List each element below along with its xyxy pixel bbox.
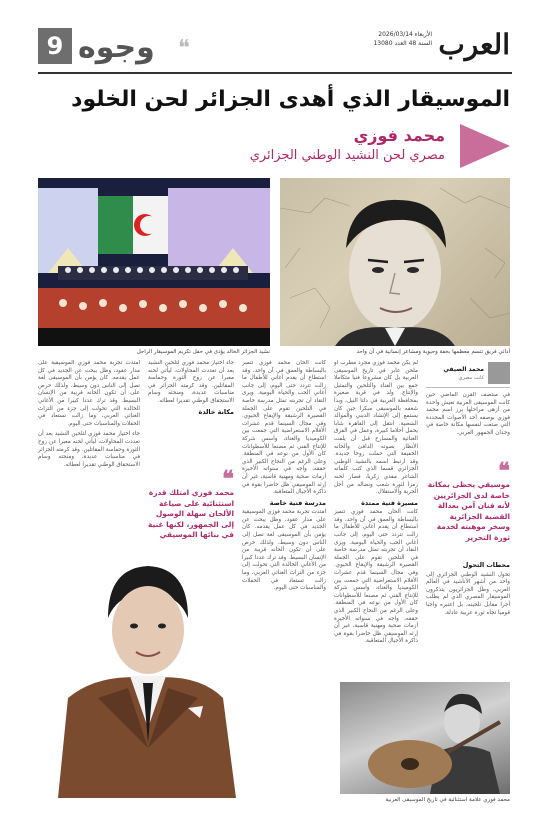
text-column-5 [38, 360, 140, 540]
body-paragraph: لم يكن محمد فوزي مجرد مطرب أو ملحن عابر في تاريخ الموسيقى العربية بل كان مشروعا فنيا متكاملا جمع بين الغناء والتلحين والتمثيل والإنتاج. ولد في قرية صغيرة بمحافظة الغربية في دلتا النيل، وبدأ شغفه بالموسيقى مبكرا حين كان يستمع إلى الإنشاد الديني والموالد الشعبية. انتقل إلى القاهرة شابا يحمل أحلاما كبيرة، وعمل في الفرق الغنائية والمسارح قبل أن يلفت الأنظار بصوته الدافئ وألحانه الخفيفة التي حملت روحا جديدة. وقد ارتبط اسمه بالنشيد الوطني الجزائري قسما الذي كتب كلماته الشاعر مفدي زكريا، فصار لحنه رمزا لثورة شعب ونضاله من أجل الحرية والاستقلال. [334, 360, 418, 496]
text-column-4 [148, 360, 234, 468]
pullquote-text: موسيقي يحظى بمكانة خاصة لدى الجزائريين لأنه فنان آمن بعدالة القضية الجزائرية وسخر موهبته لخدمة ثورة التحرير [427, 480, 510, 542]
quote-icon: ❝ [498, 458, 510, 484]
text-column-3 [242, 360, 326, 790]
page-number: 9 [38, 28, 72, 64]
portrait-caption: أدائي فريق تتسم معظمها بخفة وحيوية ومشاعر إنسانية في آن واحد [356, 349, 510, 355]
body-paragraph: كانت ألحان محمد فوزي تتميز بالبساطة والعمق في آن واحد، وقد استطاع أن يقدم أغاني للأطفال ما زالت تتردد حتى اليوم، إلى جانب أغاني الحب والحياة اليومية. ويرى النقاد أن تجربته تمثل مدرسة خاصة في التلحين تقوم على الجملة القصيرة الرشيقة والإيقاع الحيوي. وفي مجال السينما قدم عشرات الأفلام الاستعراضية التي جمعت بين الكوميديا والغناء، وأسس شركة للإنتاج الفني ثم مصنعا للأسطوانات كان الأول من نوعه في المنطقة. وعلى الرغم من النجاح الكبير الذي حققه، واجه في سنواته الأخيرة أزمات صحية ومهنية قاسية، غير أن إرثه الموسيقي ظل حاضرا بقوة في ذاكرة الأجيال المتعاقبة. [242, 360, 326, 496]
article-subtitle: مصري لحن النشيد الوطني الجزائري [249, 148, 445, 163]
chevron-left-icon [460, 124, 510, 168]
oud-caption: محمد فوزي علامة استثنائية في تاريخ الموسيقى العربية [385, 797, 510, 803]
text-column-1b [426, 560, 510, 678]
issue-number: السنة 48 العدد 13080 [373, 40, 432, 47]
author-box [426, 360, 510, 388]
body-paragraph: جاء اختيار محمد فوزي لتلحين النشيد بعد أن تعددت المحاولات، ليأتي لحنه معبرا عن روح الثورة وحماسة المقاتلين. وقد كرمته الجزائر في مناسبات عديدة، ومنحته وسام الاستحقاق الوطني تقديرا لعطائه. [38, 431, 140, 468]
issue-date: الأربعاء 2026/03/14 [378, 31, 432, 38]
article-headline: الموسيقار الذي أهدى الجزائر لحن الخلود [71, 87, 510, 112]
author-role: كاتب مصري [458, 375, 484, 381]
pullquote-1 [426, 458, 510, 543]
newspaper-logo: العرب [438, 28, 510, 61]
orchestra-caption: نشيد الجزائر الخالد يؤدى في حفل تكريم الموسيقار الراحل [136, 349, 270, 355]
subheading: مسيرة فنية ممتدة [361, 498, 418, 507]
section-title: وجوه [78, 30, 155, 65]
oud-illustration [340, 682, 510, 794]
text-column-1 [426, 392, 510, 460]
subheading: مكانة خالدة [198, 407, 234, 416]
pullquote-2 [148, 466, 234, 541]
body-paragraph: جاء اختيار محمد فوزي لتلحين النشيد بعد أن تعددت المحاولات، ليأتي لحنه معبرا عن روح الثورة وحماسة المقاتلين. وقد كرمته الجزائر في مناسبات عديدة، ومنحته وسام الاستحقاق الوطني تقديرا لعطائه. [148, 360, 234, 404]
body-paragraph: تحول النشيد الوطني الجزائري إلى واحد من أشهر الأناشيد في العالم العربي، وظل الجزائريون يتذكرون الموسيقار المصري الذي لم يطلب أجرا مقابل تلحينه، بل اعتبره واجبا قوميا تجاه ثورة عربية عادلة. [426, 571, 510, 616]
author-name: محمد الصيفي [443, 366, 484, 373]
body-paragraph: امتدت تجربة محمد فوزي الموسيقية على مدار عقود، وظل يبحث عن الجديد في كل عمل يقدمه. كان يؤمن بأن الموسيقى لغة تصل إلى الناس دون وسيط، ولذلك حرص على أن تكون ألحانه قريبة من الإنسان البسيط. وقد ترك عددا كبيرا من الأغاني الخالدة التي تحولت إلى جزء من التراث الغنائي العربي، وما زالت تستعاد في الحفلات والمناسبات حتى اليوم. [242, 509, 326, 592]
suit-portrait-illustration [38, 548, 236, 798]
suit-portrait-photo [38, 548, 236, 798]
masthead-divider [38, 72, 512, 74]
portrait-illustration [280, 178, 510, 346]
orchestra-photo [38, 178, 270, 346]
body-paragraph: في منتصف القرن الماضي حين كانت الموسيقى العربية تعيش واحدة من أزهى مراحلها برز اسم محمد فوزي بوصفه أحد الأصوات المجددة التي صنعت لنفسها مكانة خاصة في وجدان الجمهور العربي. [426, 392, 510, 436]
orchestra-illustration [38, 178, 270, 346]
oud-player-photo [340, 682, 510, 794]
masthead [0, 0, 550, 78]
author-avatar [488, 362, 510, 384]
body-paragraph: امتدت تجربة محمد فوزي الموسيقية على مدار عقود، وظل يبحث عن الجديد في كل عمل يقدمه. كان يؤمن بأن الموسيقى لغة تصل إلى الناس دون وسيط، ولذلك حرص على أن تكون ألحانه قريبة من الإنسان البسيط. وقد ترك عددا كبيرا من الأغاني الخالدة التي تحولت إلى جزء من التراث الغنائي العربي، وما زالت تستعاد في الحفلات والمناسبات حتى اليوم. [38, 360, 140, 427]
pullquote-text: محمد فوزي امتلك قدرة استثنائية على صياغة الألحان سهلة الوصول إلى الجمهور، لكنها غنية في بنائها الموسيقي [148, 488, 234, 539]
quote-icon: ❝ [178, 36, 190, 61]
subheading: محطات التحول [462, 561, 510, 569]
portrait-photo [280, 178, 510, 346]
issue-info [373, 30, 432, 48]
subheading: مدرسة فنية خاصة [269, 498, 326, 507]
quote-icon: ❝ [222, 466, 234, 492]
body-paragraph: كانت ألحان محمد فوزي تتميز بالبساطة والعمق في آن واحد، وقد استطاع أن يقدم أغاني للأطفال ما زالت تتردد حتى اليوم، إلى جانب أغاني الحب والحياة اليومية. ويرى النقاد أن تجربته تمثل مدرسة خاصة في التلحين تقوم على الجملة القصيرة الرشيقة والإيقاع الحيوي. وفي مجال السينما قدم عشرات الأفلام الاستعراضية التي جمعت بين الكوميديا والغناء، وأسس شركة للإنتاج الفني ثم مصنعا للأسطوانات كان الأول من نوعه في المنطقة. وعلى الرغم من النجاح الكبير الذي حققه، واجه في سنواته الأخيرة أزمات صحية ومهنية قاسية، غير أن إرثه الموسيقي ظل حاضرا بقوة في ذاكرة الأجيال المتعاقبة. [334, 509, 418, 645]
subject-name: محمد فوزي [353, 126, 445, 145]
